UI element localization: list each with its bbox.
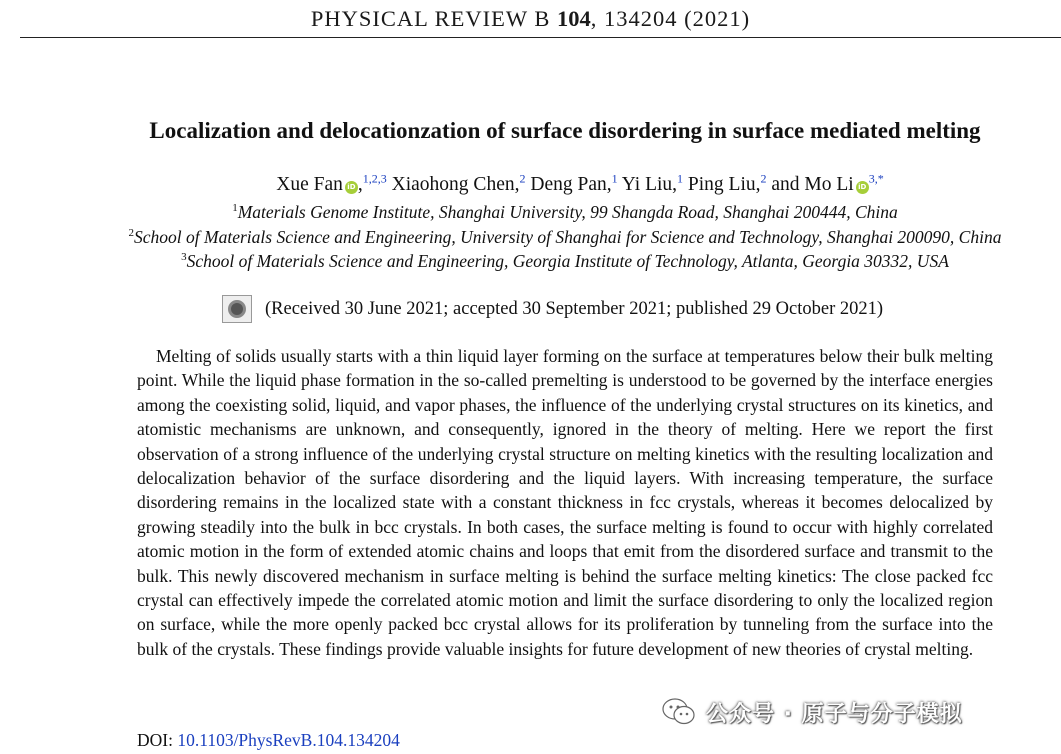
watermark-text: 公众号 · 原子与分子模拟 bbox=[706, 701, 963, 727]
publication-dates bbox=[222, 294, 883, 324]
author-name[interactable]: Deng Pan, bbox=[530, 174, 612, 195]
author-affil-ref[interactable]: 1 bbox=[611, 171, 618, 186]
author-affil-ref[interactable]: 1 bbox=[677, 171, 684, 186]
journal-header bbox=[0, 6, 1061, 32]
author-affil-ref[interactable]: 2 bbox=[760, 171, 767, 186]
affiliation: $^3$School of Materials Science and Engineering, Georgia Institute of Technology, Atlanta, Georgia 30332, USA bbox=[181, 251, 949, 271]
author-name[interactable]: Xue Fan bbox=[276, 174, 343, 195]
crossmark-icon[interactable] bbox=[222, 295, 252, 323]
author-affil-ref[interactable]: 2 bbox=[519, 171, 526, 186]
author-affil-ref[interactable]: 1,2,3 bbox=[362, 171, 387, 186]
abstract: Melting of solids usually starts with a thin liquid layer forming on the surface at temperatures below their bulk melting point. While the liquid phase formation in the so-called premelting is understood to be governed by the interface energies among the coexisting solid, liquid, and vapor phases, the influence of the underlying crystal structures on its kinetics, and atomistic mechanisms are unknown, and consequently, ignored in the theory of melting. Here we report the first observation of a strong influence of the underlying crystal structure on melting kinetics with the resulting localization and delocalization behavior of the surface disordering and the liquid layers. With increasing temperature, the surface disordering remains in the localized state with a constant thickness in fcc crystals, whereas it becomes delocalized by growing steadily into the bulk in bcc crystals. In both cases, the surface melting is found to occur with highly correlated atomic motion in the form of extended atomic chains and loops that emit from the disordered surface and transmit to the bulk. This newly discovered mechanism in surface melting is behind the surface melting kinetics: The close packed fcc crystal can effectively impede the correlated atomic motion and limit the surface disordering to only the localized region on surface, while the more openly packed bcc crystal allows for its proliferation by tunneling from the surface into the bulk of the crystals. These findings provide valuable insights for future development of new theories of crystal melting. bbox=[137, 346, 993, 659]
watermark bbox=[662, 697, 963, 727]
wechat-icon bbox=[662, 698, 696, 726]
author-name[interactable]: and Mo Li bbox=[771, 174, 854, 195]
header-rule bbox=[20, 37, 1061, 38]
orcid-icon[interactable]: iD bbox=[345, 181, 358, 194]
author-name[interactable]: Yi Liu, bbox=[621, 174, 678, 195]
paper-title: Localization and delocationzation of surface disordering in surface mediated melting bbox=[149, 118, 981, 143]
affiliation: $^2$School of Materials Science and Engineering, University of Shanghai for Science and Technology, Shanghai 200090, China bbox=[128, 227, 1002, 247]
doi-label: DOI: bbox=[137, 730, 173, 750]
journal-name: PHYSICAL REVIEW B bbox=[310, 6, 551, 31]
received-text: (Received 30 June 2021; accepted 30 September 2021; published 29 October 2021) bbox=[265, 298, 884, 319]
journal-volume: 104 bbox=[557, 6, 591, 31]
author-affil-ref[interactable]: 3,* bbox=[868, 171, 884, 186]
doi-line bbox=[137, 730, 400, 751]
author-name[interactable]: Ping Liu, bbox=[687, 174, 761, 195]
affiliation: $^1$Materials Genome Institute, Shanghai University, 99 Shangda Road, Shanghai 200444, China bbox=[232, 202, 898, 222]
author-list: Xue Fan iD ,$^{1,2,3}$ Xiaohong Chen,$^2$ Deng Pan,$^1$ Yi Liu,$^1$ Ping Liu,$^2$ and Mo Li $iD^{3,*}$ bbox=[276, 171, 884, 195]
author-name[interactable]: Xiaohong Chen, bbox=[391, 174, 520, 195]
orcid-icon[interactable]: iD bbox=[856, 181, 869, 194]
journal-article-year: , 134204 (2021) bbox=[590, 6, 751, 31]
doi-link[interactable]: 10.1103/PhysRevB.104.134204 bbox=[177, 730, 400, 750]
